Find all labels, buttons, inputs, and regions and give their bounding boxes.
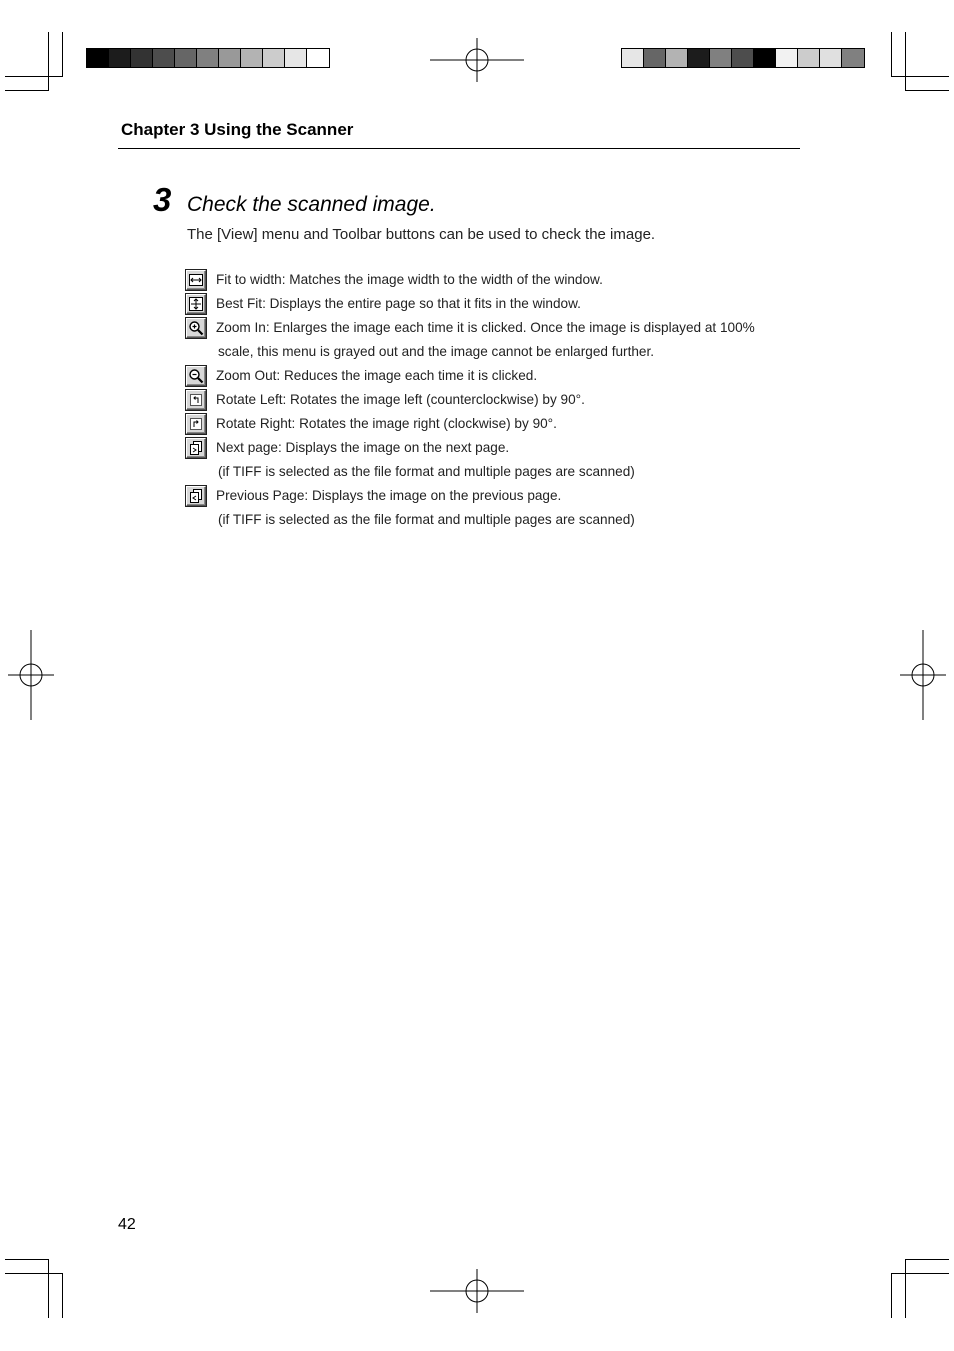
color-swatch bbox=[263, 49, 285, 67]
header-rule bbox=[118, 148, 800, 149]
color-swatch bbox=[87, 49, 109, 67]
registration-mark-right bbox=[900, 630, 946, 720]
color-swatch bbox=[307, 49, 329, 67]
color-swatch bbox=[131, 49, 153, 67]
color-swatch bbox=[644, 49, 666, 67]
list-item: Zoom Out: Reduces the image each time it is clicked. bbox=[186, 364, 806, 388]
color-swatch bbox=[820, 49, 842, 67]
rotate-left-icon bbox=[186, 390, 206, 410]
previous-page-icon bbox=[186, 486, 206, 506]
color-swatch bbox=[688, 49, 710, 67]
zoom-in-icon bbox=[186, 318, 206, 338]
registration-mark-top bbox=[430, 38, 524, 82]
color-swatch bbox=[219, 49, 241, 67]
step-intro: The [View] menu and Toolbar buttons can be used to check the image. bbox=[187, 226, 656, 243]
color-swatch bbox=[842, 49, 864, 67]
color-swatch bbox=[710, 49, 732, 67]
toolbar-button-list bbox=[186, 268, 806, 532]
best-fit-icon bbox=[186, 294, 206, 314]
color-swatch bbox=[622, 49, 644, 67]
color-swatch bbox=[153, 49, 175, 67]
zoom-out-icon bbox=[186, 366, 206, 386]
step-number: 3 bbox=[153, 181, 171, 218]
next-page-icon bbox=[186, 438, 206, 458]
chapter-heading: Chapter 3 Using the Scanner bbox=[121, 120, 354, 139]
color-swatch bbox=[798, 49, 820, 67]
color-swatch bbox=[197, 49, 219, 67]
list-item: Best Fit: Displays the entire page so that it fits in the window. bbox=[186, 292, 806, 316]
color-swatch bbox=[732, 49, 754, 67]
color-swatch bbox=[666, 49, 688, 67]
color-swatch bbox=[175, 49, 197, 67]
gray-swatch-bar-right bbox=[621, 48, 865, 68]
color-swatch bbox=[776, 49, 798, 67]
step-title: Check the scanned image. bbox=[187, 193, 436, 216]
list-item: Zoom In: Enlarges the image each time it is clicked. Once the image is displayed at 100% scale, this menu is grayed out and the image cannot be enlarged further. bbox=[186, 316, 806, 364]
list-item: Previous Page: Displays the image on the previous page. (if TIFF is selected as the file format and multiple pages are scanned) bbox=[186, 484, 806, 532]
gray-swatch-bar-left bbox=[86, 48, 330, 68]
registration-mark-left bbox=[8, 630, 54, 720]
list-item: Fit to width: Matches the image width to the width of the window. bbox=[186, 268, 806, 292]
color-swatch bbox=[109, 49, 131, 67]
page-number: 42 bbox=[118, 1216, 136, 1233]
list-item: Rotate Left: Rotates the image left (counterclockwise) by 90°. bbox=[186, 388, 806, 412]
color-swatch bbox=[241, 49, 263, 67]
registration-mark-bottom bbox=[430, 1269, 524, 1313]
color-swatch bbox=[754, 49, 776, 67]
list-item: Next page: Displays the image on the next page. (if TIFF is selected as the file format and multiple pages are scanned) bbox=[186, 436, 806, 484]
color-swatch bbox=[285, 49, 307, 67]
rotate-right-icon bbox=[186, 414, 206, 434]
fit-width-icon bbox=[186, 270, 206, 290]
list-item: Rotate Right: Rotates the image right (clockwise) by 90°. bbox=[186, 412, 806, 436]
